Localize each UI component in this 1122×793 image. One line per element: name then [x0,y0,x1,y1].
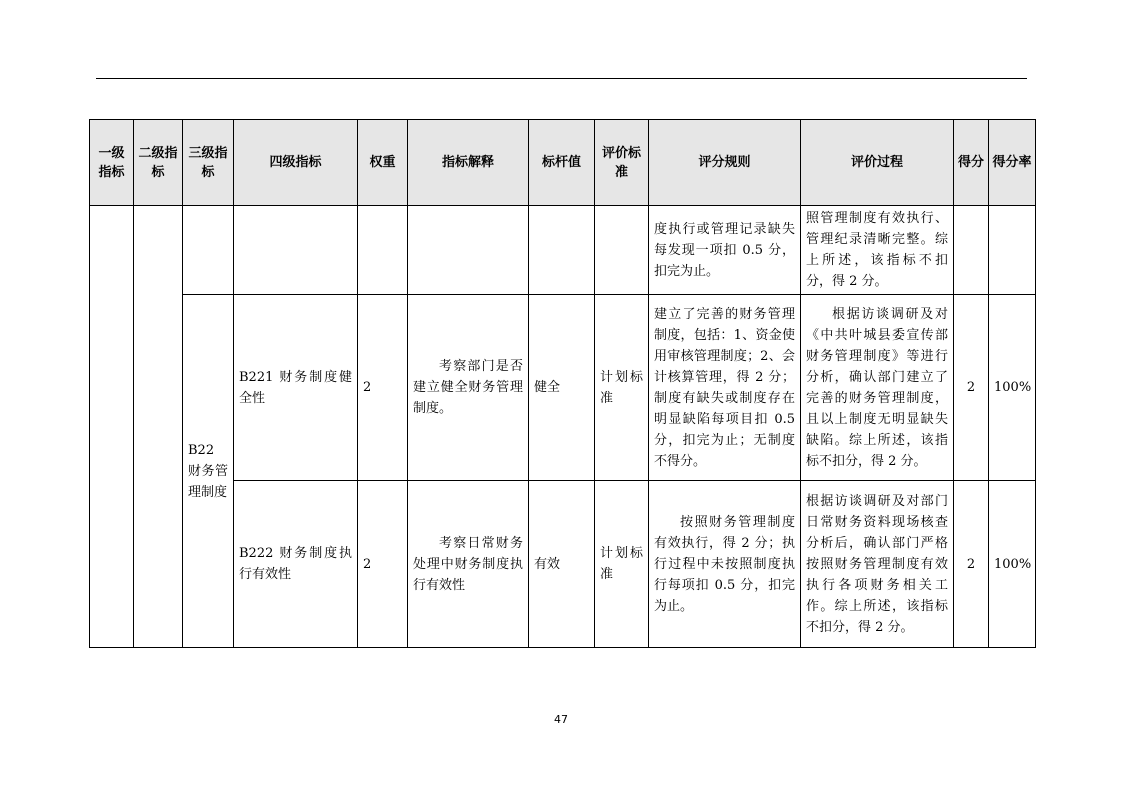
cell-benchmark [529,206,595,295]
header-benchmark: 标杆值 [529,120,595,206]
cell-weight [358,206,408,295]
cell-rules: 度执行或管理记录缺失每发现一项扣 0.5 分，扣完为止。 [649,206,801,295]
page-number: 47 [554,713,568,726]
cell-process: 根据访谈调研及对《中共叶城县委宣传部财务管理制度》等进行分析，确认部门建立了完善的财务管理制度，且以上制度无明显缺失缺陷。综上所述，该指标不扣分，得 2 分。 [801,295,954,481]
cell-standard: 计划标准 [595,481,649,648]
cell-level4: B221 财务制度健全性 [234,295,358,481]
cell-level4 [234,206,358,295]
cell-level2 [134,206,183,648]
header-rate: 得分率 [989,120,1036,206]
evaluation-table [89,119,1036,648]
cell-rules: 按照财务管理制度有效执行，得 2 分；执行过程中未按照制度执行每项扣 0.5 分，扣完为止。 [649,481,801,648]
header-level4: 四级指标 [234,120,358,206]
cell-standard [595,206,649,295]
cell-level4: B222 财务制度执行有效性 [234,481,358,648]
cell-rate [989,206,1036,295]
cell-weight: 2 [358,295,408,481]
header-row [90,120,1036,206]
cell-standard: 计划标准 [595,295,649,481]
header-process: 评价过程 [801,120,954,206]
cell-rate: 100% [989,295,1036,481]
header-weight: 权重 [358,120,408,206]
header-rules: 评分规则 [649,120,801,206]
cell-score [954,206,989,295]
header-explanation: 指标解释 [408,120,529,206]
cell-process: 根据访谈调研及对部门日常财务资料现场核查分析后，确认部门严格按照财务管理制度有效执行各项财务相关工作。综上所述，该指标不扣分，得 2 分。 [801,481,954,648]
cell-explanation: 考察日常财务处理中财务制度执行有效性 [408,481,529,648]
cell-level3 [183,206,234,295]
cell-weight: 2 [358,481,408,648]
header-level2: 二级指标 [134,120,183,206]
header-standard: 评价标准 [595,120,649,206]
header-level1: 一级指标 [90,120,134,206]
header-rule [96,78,1027,79]
cell-benchmark: 健全 [529,295,595,481]
cell-rate: 100% [989,481,1036,648]
cell-score: 2 [954,295,989,481]
cell-level1 [90,206,134,648]
header-score: 得分 [954,120,989,206]
cell-benchmark: 有效 [529,481,595,648]
cell-explanation [408,206,529,295]
table-row [90,295,1036,481]
cell-level3-group: B22 财务管理制度 [183,295,234,648]
cell-process: 照管理制度有效执行、管理纪录清晰完整。综上所述，该指标不扣分，得 2 分。 [801,206,954,295]
cell-rules: 建立了完善的财务管理制度，包括：1、资金使用审核管理制度；2、会计核算管理，得 2 分；制度有缺失或制度存在明显缺陷每项目扣 0.5 分，扣完为止；无制度不得分。 [649,295,801,481]
table-row [90,206,1036,295]
cell-score: 2 [954,481,989,648]
header-level3: 三级指标 [183,120,234,206]
cell-explanation: 考察部门是否建立健全财务管理制度。 [408,295,529,481]
